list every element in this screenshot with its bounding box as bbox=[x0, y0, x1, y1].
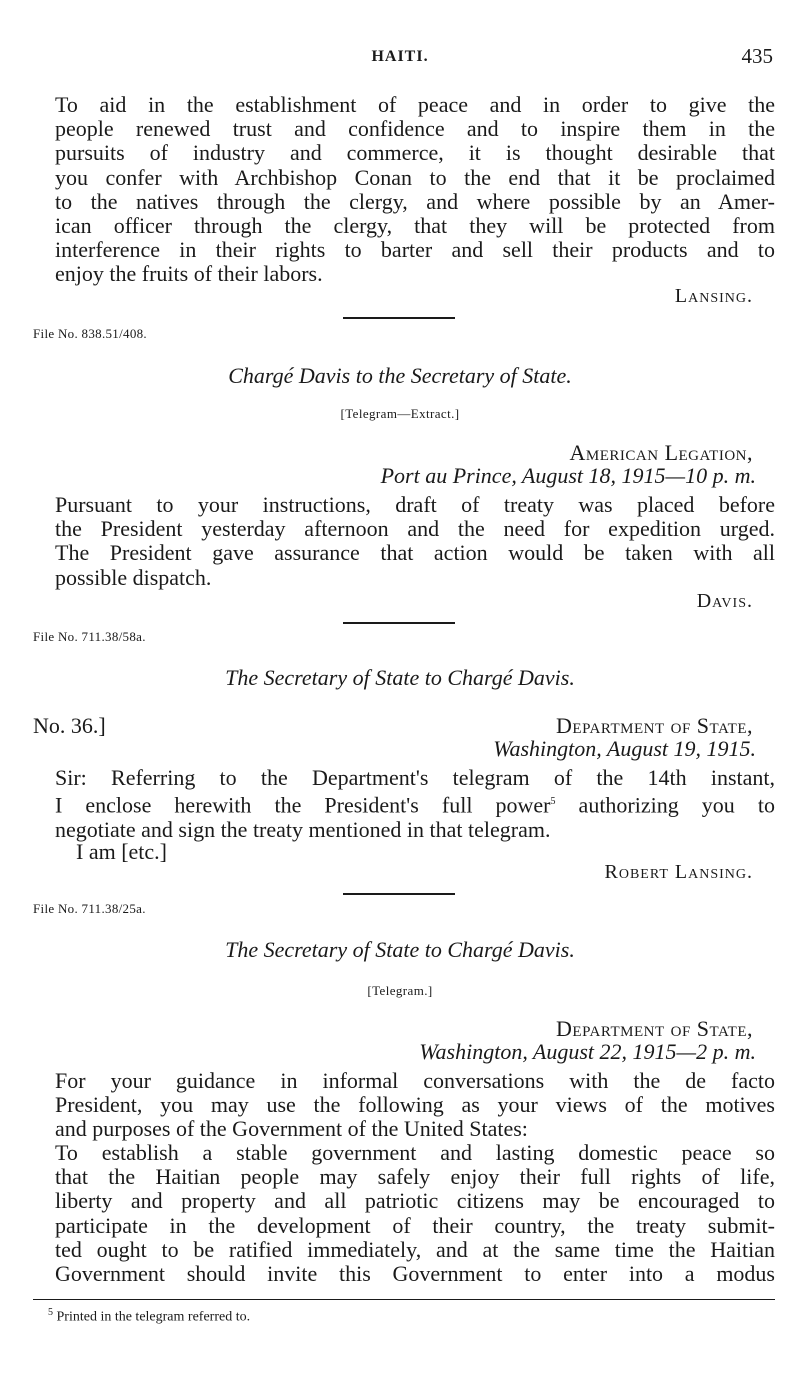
doc4-paragraph-1 bbox=[33, 1069, 775, 1142]
doc2-heading: Chargé Davis to the Secretary of State. bbox=[228, 363, 572, 388]
doc4-line: ted ought to be ratified immediately, and at the same time the Haitian bbox=[55, 1236, 775, 1262]
doc4-dateline: Washington, August 22, 1915—2 p. m. bbox=[419, 1039, 756, 1064]
doc4-line: and purposes of the Government of the United States: bbox=[55, 1116, 528, 1142]
section-divider bbox=[343, 893, 455, 895]
section-divider bbox=[343, 622, 455, 624]
doc3-paragraph bbox=[33, 766, 775, 842]
doc4-heading: The Secretary of State to Chargé Davis. bbox=[225, 937, 575, 962]
doc4-line: Government should invite this Government to enter into a modus bbox=[55, 1261, 775, 1287]
doc1-line: pursuits of industry and commerce, it is thought desirable that bbox=[55, 140, 775, 166]
doc1-signature: Lansing. bbox=[674, 285, 753, 307]
doc3-line: Sir: Referring to the Department's telegram of the 14th instant, bbox=[55, 765, 775, 790]
footnote-mark: 5 bbox=[48, 1307, 53, 1318]
doc1-line: To aid in the establishment of peace and in order to give the bbox=[55, 92, 775, 117]
doc2-line: The President gave assurance that action would be taken with all bbox=[55, 540, 775, 566]
doc2-signature: Davis. bbox=[696, 590, 753, 612]
doc4-line: To establish a stable government and lasting domestic peace so bbox=[55, 1140, 775, 1165]
doc3-closing: I am [etc.] bbox=[76, 839, 167, 864]
doc2-note: [Telegram—Extract.] bbox=[340, 406, 460, 421]
doc1-line: interference in their rights to barter and sell their products and to bbox=[55, 237, 775, 263]
doc3-heading: The Secretary of State to Chargé Davis. bbox=[225, 665, 575, 690]
doc2-line: Pursuant to your instructions, draft of treaty was placed before bbox=[55, 492, 775, 517]
doc1-line: to the natives through the clergy, and where possible by an Amer- bbox=[55, 188, 775, 214]
doc4-line: participate in the development of their country, the treaty submit- bbox=[55, 1212, 775, 1238]
doc2-dateline: Port au Prince, August 18, 1915—10 p. m. bbox=[380, 463, 756, 488]
doc1-line: people renewed trust and confidence and to inspire them in the bbox=[55, 116, 775, 142]
doc2-line: possible dispatch. bbox=[55, 564, 212, 590]
doc1-line: you confer with Archbishop Conan to the end that it be proclaimed bbox=[55, 164, 775, 190]
doc3-place: Department of State, bbox=[556, 713, 753, 738]
doc2-place: American Legation, bbox=[569, 440, 753, 465]
doc4-line: President, you may use the following as your views of the motives bbox=[55, 1092, 775, 1118]
doc4-file-number: File No. 711.38/25a. bbox=[33, 901, 146, 916]
doc1-line: ican officer through the clergy, that they will be protected from bbox=[55, 213, 775, 239]
page-number: 435 bbox=[741, 44, 773, 68]
doc4-place: Department of State, bbox=[556, 1016, 753, 1041]
footnote-divider bbox=[33, 1299, 775, 1300]
doc3-number: No. 36.] bbox=[33, 713, 106, 738]
doc3-signature: Robert Lansing. bbox=[604, 861, 753, 883]
doc3-file-number: File No. 711.38/58a. bbox=[33, 629, 146, 644]
doc3-line-text: authorizing you to bbox=[555, 792, 775, 818]
doc1-paragraph bbox=[33, 93, 775, 287]
footnote bbox=[48, 1307, 250, 1326]
doc4-paragraph-2 bbox=[33, 1141, 775, 1286]
doc3-dateline: Washington, August 19, 1915. bbox=[493, 736, 756, 761]
doc4-line: For your guidance in informal conversations with the de facto bbox=[55, 1068, 775, 1093]
running-title: HAITI. bbox=[371, 48, 429, 65]
doc4-line: that the Haitian people may safely enjoy their full rights of life, bbox=[55, 1164, 775, 1190]
section-divider bbox=[343, 317, 455, 319]
doc1-line: enjoy the fruits of their labors. bbox=[55, 261, 323, 287]
doc4-note: [Telegram.] bbox=[367, 983, 433, 998]
doc2-line: the President yesterday afternoon and the need for expedition urged. bbox=[55, 516, 775, 542]
footnote-reference: 5 bbox=[550, 796, 556, 808]
doc3-line-text: I enclose herewith the President's full power bbox=[55, 792, 551, 818]
doc3-line bbox=[33, 790, 775, 818]
doc3-line: negotiate and sign the treaty mentioned in that telegram. bbox=[55, 816, 551, 842]
doc2-file-number: File No. 838.51/408. bbox=[33, 326, 147, 341]
doc4-line: liberty and property and all patriotic citizens may be encouraged to bbox=[55, 1188, 775, 1214]
doc2-paragraph bbox=[33, 493, 775, 590]
footnote-text: Printed in the telegram referred to. bbox=[56, 1309, 251, 1325]
